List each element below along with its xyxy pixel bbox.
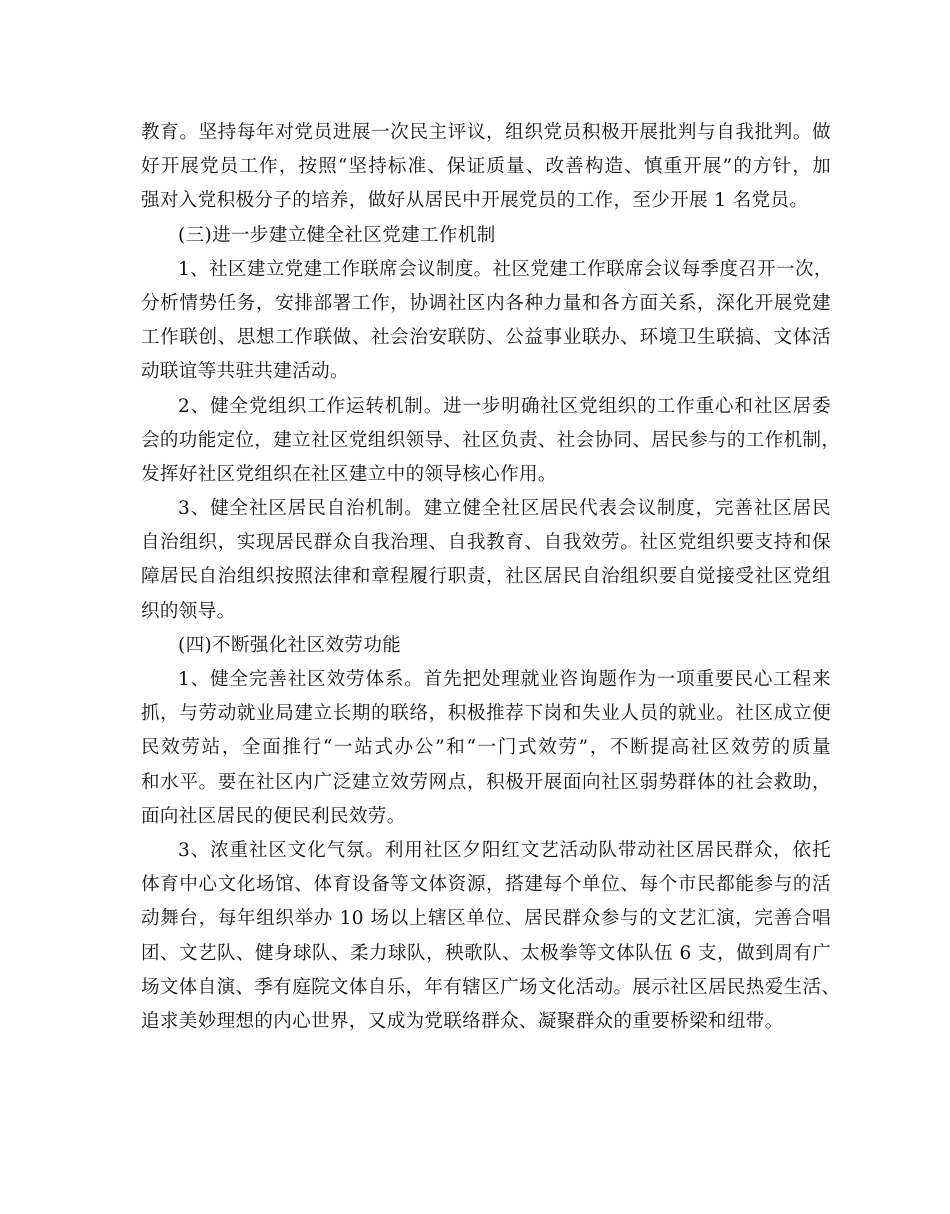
text-line: 动联谊等共驻共建活动。 [141,361,349,383]
text-line: 动舞台，每年组织举办 10 场以上辖区单位、居民群众参与的文艺汇演，完善合唱 [141,908,831,930]
text-line: 工作联创、思想工作联做、社会治安联防、公益事业联办、环境卫生联搞、文体活 [141,327,831,349]
text-line: 教育。坚持每年对党员进展一次民主评议，组织党员积极开展批判与自我批判。做 [141,122,831,143]
document-page [141,116,841,1039]
text-line: 抓，与劳动就业局建立长期的联络，积极推荐下岗和失业人员的就业。社区成立便 [141,703,831,725]
text-line: 发挥好社区党组织在社区建立中的领导核心作用。 [141,463,557,485]
text-line: (三)进一步建立健全社区党建工作机制 [178,224,496,246]
text-line: 3、浓重社区文化气氛。利用社区夕阳红文艺活动队带动社区居民群众，依托 [178,839,831,861]
text-line: 1、健全完善社区效劳体系。首先把处理就业咨询题作为一项重要民心工程来 [178,669,831,690]
text-line: 1、社区建立党建工作联席会议制度。社区党建工作联席会议每季度召开一次， [178,258,833,280]
text-line: 和水平。要在社区内广泛建立效劳网点，积极开展面向社区弱势群体的社会救助， [141,771,831,793]
text-line: 自治组织，实现居民群众自我治理、自我教育、自我效劳。社区党组织要支持和保 [141,532,831,554]
text-line: 追求美妙理想的内心世界，又成为党联络群众、凝聚群众的重要桥梁和纽带。 [141,1010,784,1032]
text-line: 织的领导。 [141,600,236,622]
text-line: 3、健全社区居民自治机制。建立健全社区居民代表会议制度，完善社区居民 [178,498,831,520]
text-line: 民效劳站，全面推行“一站式办公”和“一门式效劳”，不断提高社区效劳的质量 [141,737,831,759]
text-line: (四)不断强化社区效劳功能 [178,634,402,656]
text-line: 强对入党积极分子的培养，做好从居民中开展党员的工作，至少开展 1 名党员。 [141,190,809,212]
text-line: 分析情势任务，安排部署工作，协调社区内各种力量和各方面关系，深化开展党建 [141,292,831,314]
text-line: 场文体自演、季有庭院文体自乐，年有辖区广场文化活动。展示社区居民热爱生活、 [141,976,841,998]
text-line: 2、健全党组织工作运转机制。进一步明确社区党组织的工作重心和社区居委 [178,395,831,417]
text-line: 障居民自治组织按照法律和章程履行职责，社区居民自治组织要自觉接受社区党组 [141,566,831,588]
text-line: 面向社区居民的便民利民效劳。 [141,805,406,827]
text-line: 团、文艺队、健身球队、柔力球队，秧歌队、太极拳等文体队伍 6 支，做到周有广 [141,942,831,964]
text-line: 体育中心文化场馆、体育设备等文体资源，搭建每个单位、每个市民都能参与的活 [141,874,831,896]
text-line: 会的功能定位，建立社区党组织领导、社区负责、社会协同、居民参与的工作机制， [141,429,841,451]
text-line: 好开展党员工作，按照“坚持标准、保证质量、改善构造、慎重开展”的方针，加 [141,156,831,178]
